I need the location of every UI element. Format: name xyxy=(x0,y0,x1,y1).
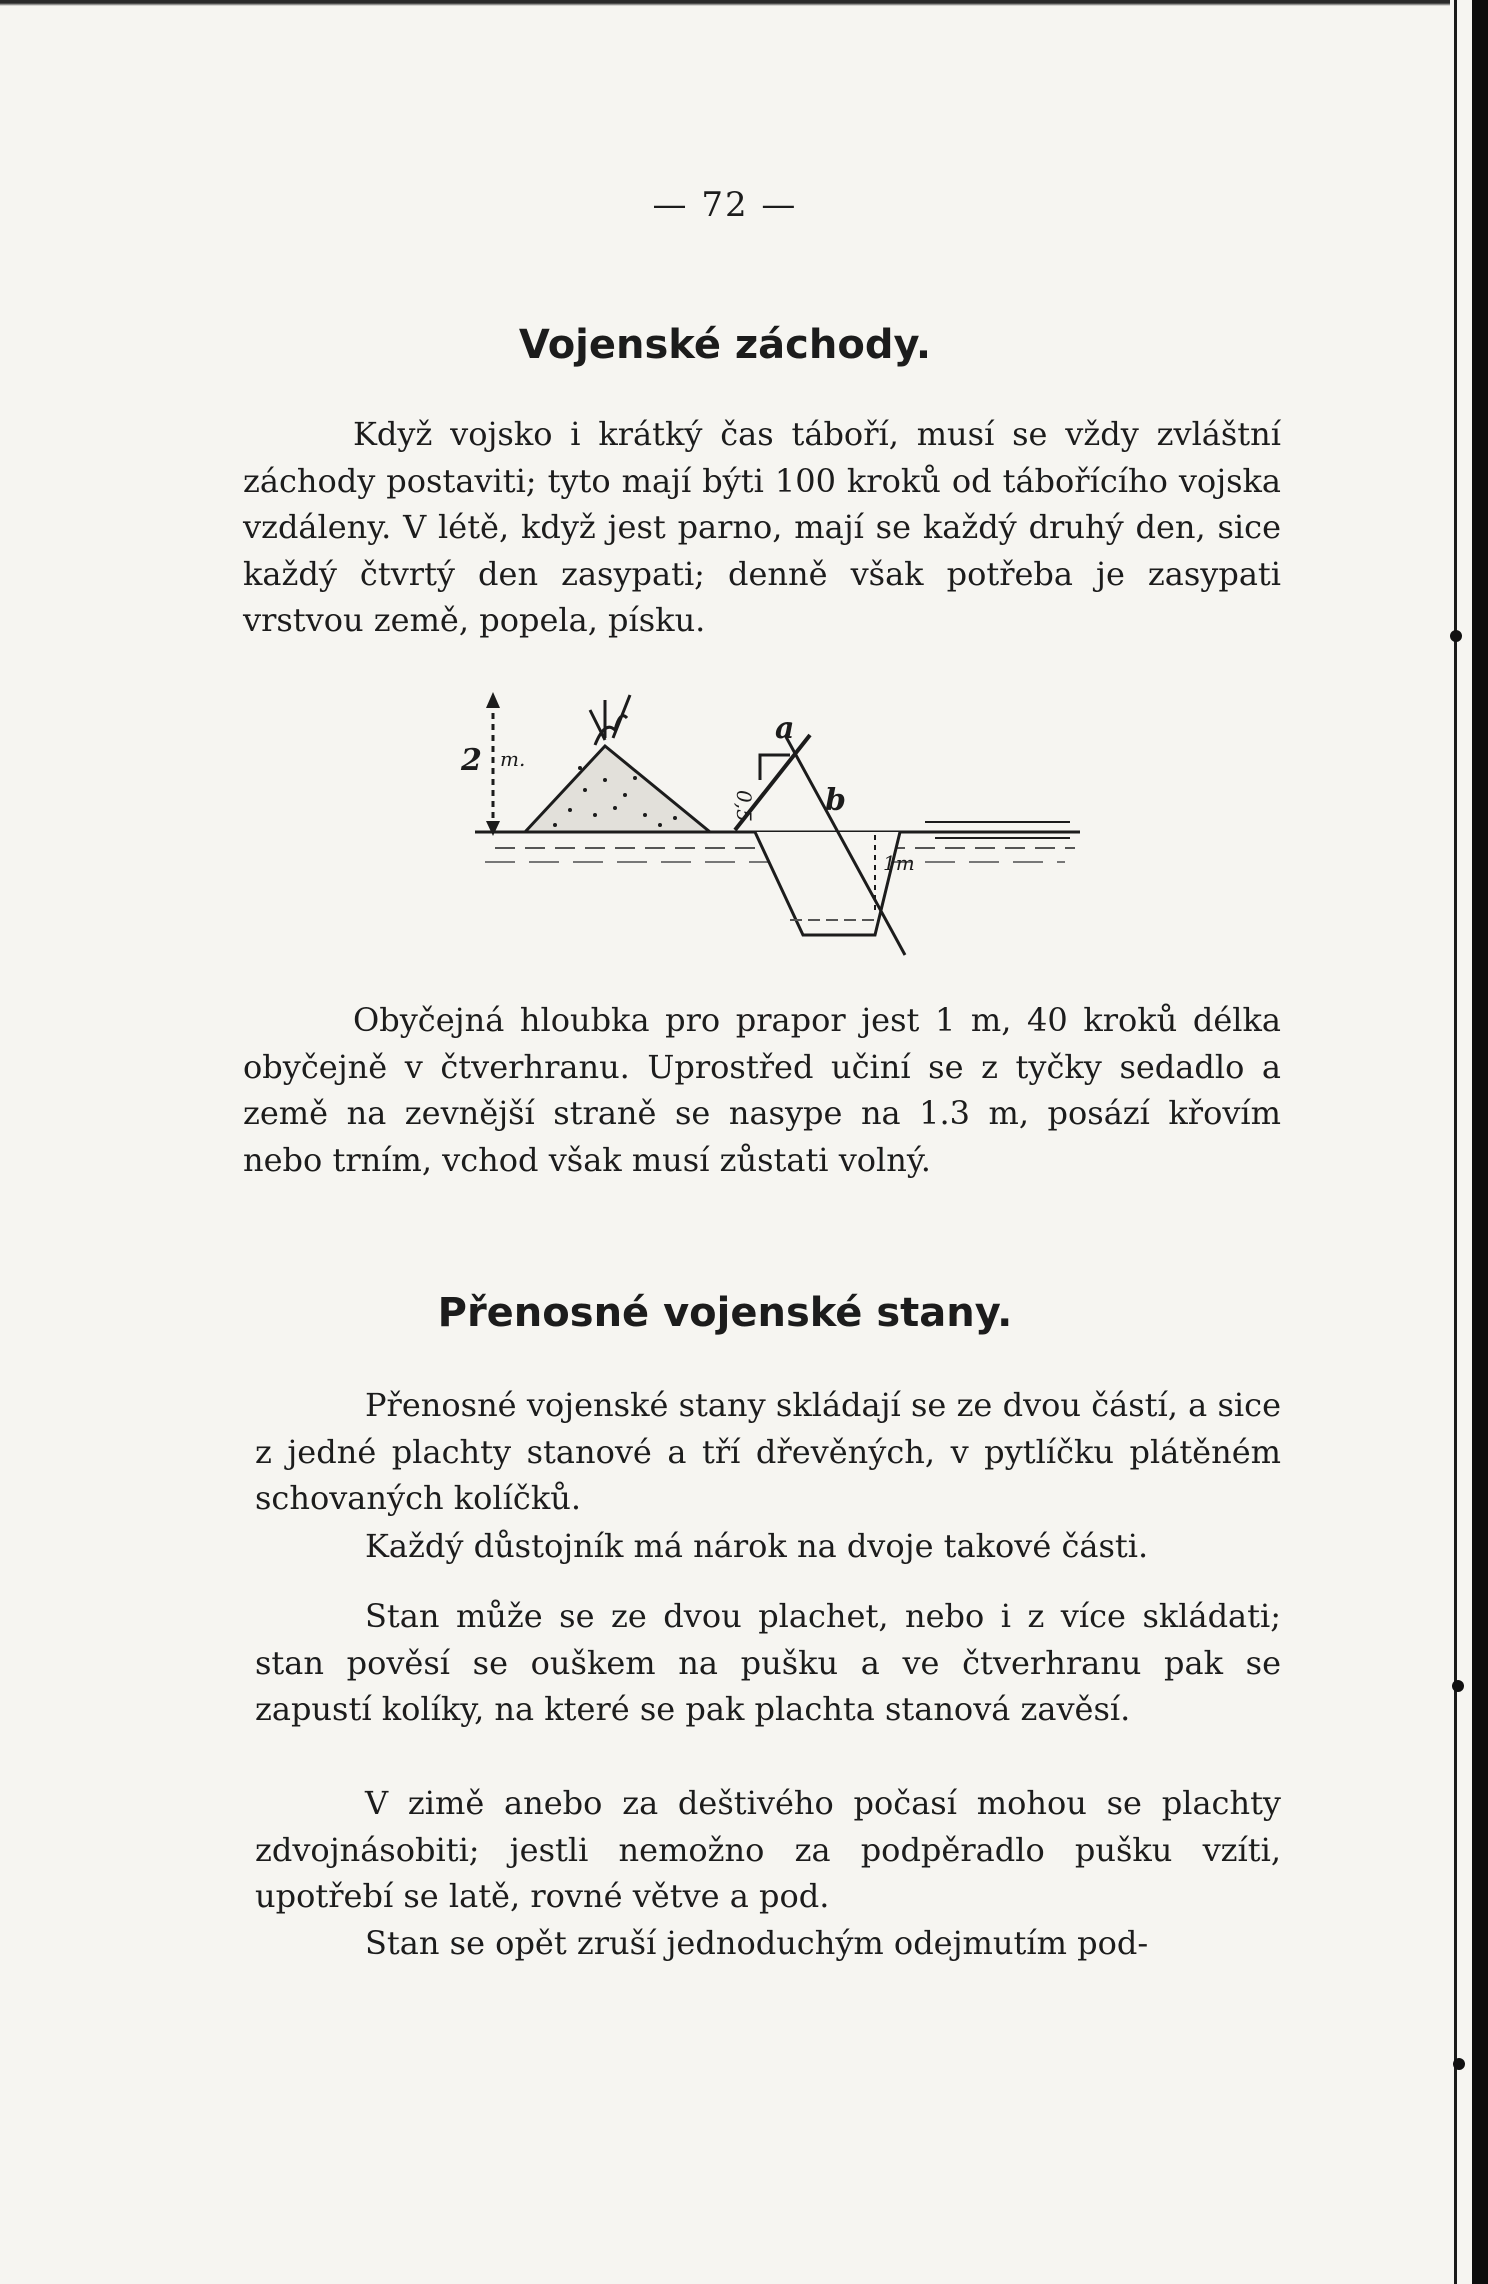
brush-icon xyxy=(590,695,630,745)
label-a: a xyxy=(775,711,795,746)
paragraph: Stan může se ze dvou plachet, nebo i z více skládati; stan pověsí se ouškem na pušku a ve čtverhranu pak se zapustí kolíky, na které se pak plachta stanová zavěsí. xyxy=(255,1597,1281,1728)
paragraph: Každý důstojník má nárok na dvoje takové části. xyxy=(365,1527,1149,1565)
paragraph: Když vojsko i krátký čas táboří, musí se vždy zvláštní záchody postaviti; tyto mají býti 100 kroků od tábořícího vojska vzdáleny. V létě, když jest parno, mají se každý druhý den, sice každý čtvrtý den zasypati; denně však potřeba je zasypati vrstvou země, popela, písku. xyxy=(243,415,1281,639)
paragraph: V zimě anebo za deštivého počasí mohou se plachty zdvojnásobiti; jestli nemožno za podpěradlo pušku vzíti, upotřebí se latě, rovné větve a pod. xyxy=(255,1784,1281,1915)
arrow-head-down xyxy=(486,821,500,836)
scan-top-edge xyxy=(0,0,1488,10)
arrow-head-up xyxy=(486,692,500,708)
paragraph: Přenosné vojenské stany skládají se ze dvou částí, a sice z jedné plachty stanové a tří dřevěných, v pytlíčku plátěném schovaných kolíčků. xyxy=(255,1386,1281,1517)
scan-right-edge xyxy=(1450,0,1488,2284)
margin-mark xyxy=(1453,2058,1465,2070)
height-label: 2 xyxy=(461,743,482,778)
page-number: — 72 — xyxy=(652,185,798,225)
seat-height-label: 0,5 xyxy=(732,790,756,822)
depth-label: 1m xyxy=(883,851,915,875)
label-b: b xyxy=(825,783,846,818)
margin-mark xyxy=(1452,1680,1464,1692)
earth-mound xyxy=(525,746,710,832)
latrine-diagram xyxy=(455,690,1095,960)
section-title-tents: Přenosné vojenské stany. xyxy=(437,1290,1013,1336)
paragraph: Stan se opět zruší jednoduchým odejmutím pod- xyxy=(365,1924,1149,1962)
margin-mark xyxy=(1450,630,1462,642)
section-title-latrines: Vojenské záchody. xyxy=(518,322,932,368)
latrine-diagram-svg xyxy=(455,690,1095,960)
height-unit-label: m. xyxy=(500,747,526,771)
paragraph: Obyčejná hloubka pro prapor jest 1 m, 40 kroků délka obyčejně v čtverhranu. Uprostřed učiní se z tyčky sedadlo a země na zevnější straně se nasype na 1.3 m, posází křovím nebo trním, vchod však musí zůstati volný. xyxy=(243,1001,1281,1179)
